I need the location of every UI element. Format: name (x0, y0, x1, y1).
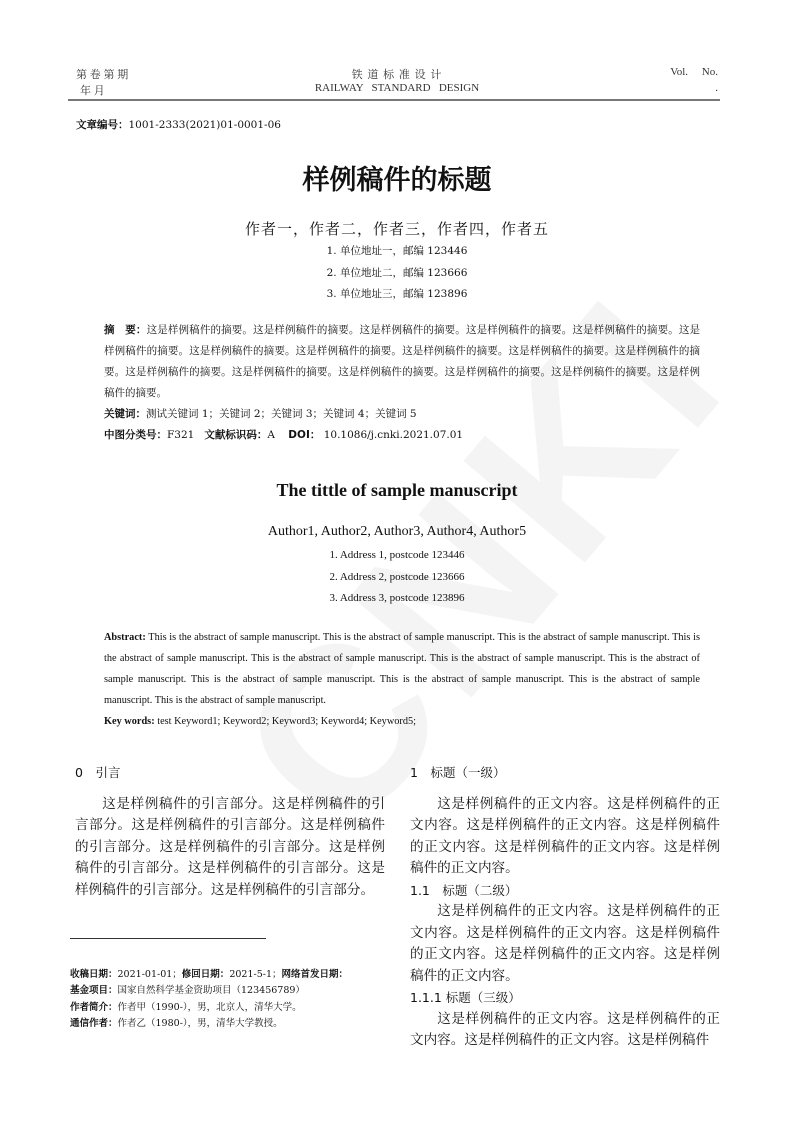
received-date: 2021-01-01； (117, 969, 182, 980)
keywords-en (104, 711, 700, 732)
footnote-fund (70, 983, 390, 999)
doc-code-value: A (267, 429, 275, 441)
doi-value[interactable]: 10.1086/j.cnki.2021.07.01 (323, 429, 464, 441)
online-label: 网络首发日期： (281, 969, 349, 980)
header-issue: 第 卷 第 期 (76, 69, 129, 81)
abstract-zh-text: 这是样例稿件的摘要。这是样例稿件的摘要。这是样例稿件的摘要。这是样例稿件的摘要。这是样例稿件的摘要。这是样例稿件的摘要。这是样例稿件的摘要。这是样例稿件的摘要。这是样例稿件的摘要。这是样例稿件的摘要。这是样例稿件的摘要。这是样例稿件的摘要。这是样例稿件的摘要。这是样例稿件的摘要。这是样例稿件的摘要。这是样例稿件的摘要。这是样例稿件的摘要。 (104, 324, 701, 399)
section-heading-intro: 0 引言 (75, 765, 121, 780)
header-dot: . (715, 82, 718, 94)
keywords-en-text: test Keyword1; Keyword2; Keyword3; Keyword4; Keyword5; (157, 716, 417, 727)
doc-code-label: 文献标识码： (204, 429, 268, 441)
abstract-en-text: This is the abstract of sample manuscript. This is the abstract of sample manuscript. This is the abstract of sample manuscript. This is the abstract of sample manuscript. This is the abstract of sample manuscript. This is the abstract of sample manuscript. This is the abstract of sample manuscript. This is the abstract of sample manuscript. This is the abstract of sample manuscript. This is the abstract of sample manuscript. This is the abstract of sample manuscript. (104, 632, 700, 706)
heading-level1: 1 标题（一级） (410, 765, 506, 780)
header-volume: Vol. No. (670, 66, 718, 78)
addresses-zh (0, 241, 794, 306)
abstract-zh (104, 320, 700, 446)
keywords-en-label: Key words: (104, 716, 155, 727)
bio-value: 作者甲（1990-），男，北京人，清华大学。 (117, 1001, 302, 1013)
keywords-zh-text: 测试关键词 1；关键词 2；关键词 3；关键词 4；关键词 5 (146, 408, 417, 420)
left-column (75, 762, 385, 901)
authors-en: Author1, Author2, Author3, Author4, Author5 (267, 524, 527, 539)
doi-label: DOI： (288, 429, 321, 441)
heading-level3: 1.1.1 标题（三级） (410, 990, 521, 1005)
address-zh: 3. 单位地址三，邮编 123896 (326, 288, 468, 300)
address-zh: 2. 单位地址二，邮编 123666 (326, 266, 468, 279)
footnote-rule (70, 938, 266, 939)
fund-label: 基金项目： (70, 985, 118, 997)
clc-value: F321 (167, 429, 195, 441)
abstract-en (104, 627, 700, 732)
body-paragraph: 这是样例稿件的正文内容。这是样例稿件的正文内容。这是样例稿件的正文内容。这是样例稿件的正文内容。这是样例稿件的正文内容。这是样例稿件的正文内容。 (410, 795, 720, 876)
addresses-en (0, 545, 794, 610)
clc-label: 中图分类号： (104, 429, 167, 441)
right-column (410, 762, 720, 1052)
article-number-label: 文章编号： (76, 119, 129, 131)
article-number (76, 117, 281, 132)
keywords-zh (104, 404, 700, 425)
journal-name-en: RAILWAY STANDARD DESIGN (314, 82, 480, 94)
abstract-en-label: Abstract: (104, 632, 146, 643)
bio-label: 作者简介： (70, 1001, 118, 1013)
journal-name-zh: 铁 道 标 准 设 计 (351, 69, 443, 81)
corr-label: 通信作者： (70, 1017, 118, 1029)
address-en: 2. Address 2, postcode 123666 (329, 570, 465, 583)
abstract-zh-label: 摘 要： (104, 324, 147, 336)
keywords-zh-label: 关键词： (104, 408, 146, 420)
authors-zh: 作者一，作者二，作者三，作者四，作者五 (244, 220, 549, 238)
revised-label: 修回日期： (181, 969, 230, 980)
received-label: 收稿日期： (70, 969, 118, 980)
fund-value: 国家自然科学基金资助项目（123456789） (117, 985, 305, 997)
address-en: 1. Address 1, postcode 123446 (329, 549, 465, 561)
title-zh: 样例稿件的标题 (302, 165, 492, 196)
body-paragraph: 这是样例稿件的正文内容。这是样例稿件的正文内容。这是样例稿件的正文内容。这是样例稿件的正文内容。这是样例稿件的正文内容。这是样例稿件的正文内容。 (410, 903, 720, 984)
article-number-value: 1001-2333(2021)01-0001-06 (128, 119, 281, 131)
title-en: The tittle of sample manuscript (276, 480, 518, 500)
intro-paragraph: 这是样例稿件的引言部分。这是样例稿件的引言部分。这是样例稿件的引言部分。这是样例稿件的引言部分。这是样例稿件的引言部分。这是样例稿件的引言部分。这是样例稿件的引言部分。这是样例稿件的引言部分。这是样例稿件的引言部分。 (75, 795, 385, 898)
footnote-dates (70, 967, 390, 983)
revised-date: 2021-5-1； (229, 969, 282, 980)
heading-level2: 1.1 标题（二级） (410, 882, 518, 898)
footnote (70, 967, 390, 1032)
header-date: 年 月 (80, 85, 105, 97)
footnote-corr (70, 1016, 390, 1032)
classification-line (104, 425, 700, 446)
footnote-bio (70, 1000, 390, 1016)
address-en: 3. Address 3, postcode 123896 (329, 592, 465, 604)
header-rule (68, 99, 720, 101)
body-paragraph: 这是样例稿件的正文内容。这是样例稿件的正文内容。这是样例稿件的正文内容。这是样例稿件 (410, 1010, 720, 1048)
corr-value: 作者乙（1980-），男，清华大学教授。 (117, 1017, 283, 1029)
address-zh: 1. 单位地址一，邮编 123446 (326, 245, 468, 257)
